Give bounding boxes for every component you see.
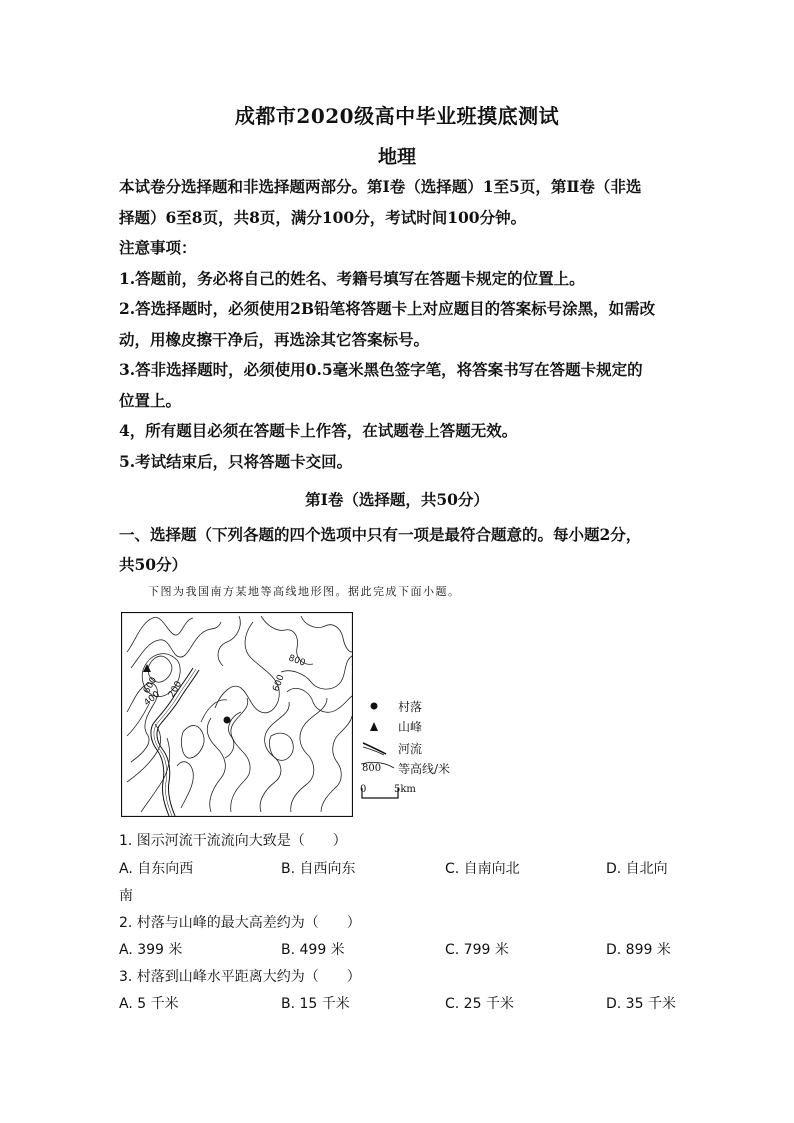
intro-line: 本试卷分选择题和非选择题两部分。第Ⅰ卷（选择题）1至5页，第Ⅱ卷（非选 — [119, 177, 642, 196]
legend-label: 等高线/米 — [398, 762, 451, 776]
part-heading — [119, 520, 689, 580]
scale-zero: 0 — [360, 784, 367, 795]
intro-line: 择题）6至8页，共8页，满分100分，考试时间100分钟。 — [119, 207, 527, 227]
contour-label: 800 — [286, 653, 307, 669]
contour-label: 600 — [271, 673, 287, 694]
village-icon — [224, 717, 231, 724]
notice-item: 位置上。 — [119, 390, 182, 410]
map-legend — [360, 698, 480, 818]
option-b: B. 自西向东 — [281, 861, 356, 877]
notice-item: 1.答题前，务必将自己的姓名、考籍号填写在答题卡规定的位置上。 — [119, 268, 585, 288]
option-b: B. 15 千米 — [281, 996, 350, 1012]
village-icon — [364, 699, 384, 713]
peak-icon — [364, 719, 384, 733]
notice-item: 2.答选择题时，必须使用2B铅笔将答题卡上对应题目的答案标号涂黑，如需改 — [119, 299, 656, 318]
legend-contour — [360, 760, 480, 776]
section-heading: 第Ⅰ卷（选择题，共50分） — [305, 490, 489, 509]
option-c: C. 自南向北 — [445, 861, 520, 877]
subject-title: 地理 — [377, 146, 416, 168]
question-stem: 1. 图示河流干流流向大致是（ ） — [119, 833, 347, 849]
intro-text — [119, 172, 689, 477]
river-icon — [360, 740, 390, 756]
figure-caption: 下图为我国南方某地等高线地形图。据此完成下面小题。 — [148, 585, 461, 598]
option-c: C. 799 米 — [445, 942, 509, 958]
option-a: A. 5 千米 — [119, 996, 179, 1012]
legend-label: 河流 — [398, 742, 423, 756]
contour-map — [121, 612, 353, 817]
question-options — [119, 939, 689, 961]
option-d: D. 35 千米 — [606, 996, 676, 1012]
question-stem: 2. 村落与山峰的最大高差约为（ ） — [119, 915, 361, 931]
contour-label: 400 — [142, 689, 163, 709]
notice-title: 注意事项： — [119, 238, 197, 257]
notice-item: 5.考试结束后，只将答题卡交回。 — [119, 451, 353, 471]
legend-contour-value: 800 — [362, 763, 382, 774]
question-options — [119, 858, 689, 880]
option-c: C. 25 千米 — [445, 996, 514, 1012]
legend-label: 村落 — [398, 700, 423, 714]
contour-label: 600 — [141, 675, 160, 696]
notice-item: 动，用橡皮擦干净后，再选涂其它答案标号。 — [119, 329, 430, 349]
option-a: A. 自东向西 — [119, 861, 194, 877]
notice-item: 4，所有题目必须在答题卡上作答，在试题卷上答题无效。 — [119, 421, 518, 440]
option-wrap: 南 — [119, 888, 133, 904]
part-line: 共50分） — [119, 555, 188, 574]
contour-label: 200 — [166, 679, 185, 700]
option-d: D. 899 米 — [606, 942, 671, 958]
question-options — [119, 993, 689, 1015]
part-line: 一、选择题（下列各题的四个选项中只有一项是最符合题意的。每小题2分， — [119, 525, 642, 544]
question-stem: 3. 村落到山峰水平距离大约为（ ） — [119, 969, 361, 985]
option-a: A. 399 米 — [119, 942, 183, 958]
scale-bar — [360, 784, 440, 814]
option-d: D. 自北向 — [606, 861, 668, 877]
scale-distance: 5km — [394, 784, 416, 795]
option-b: B. 499 米 — [281, 942, 345, 958]
notice-item: 3.答非选择题时，必须使用0.5毫米黑色签字笔，将答案书写在答题卡规定的 — [119, 360, 643, 379]
page-title: 成都市2020级高中毕业班摸底测试 — [234, 104, 560, 128]
legend-label: 山峰 — [398, 720, 423, 734]
